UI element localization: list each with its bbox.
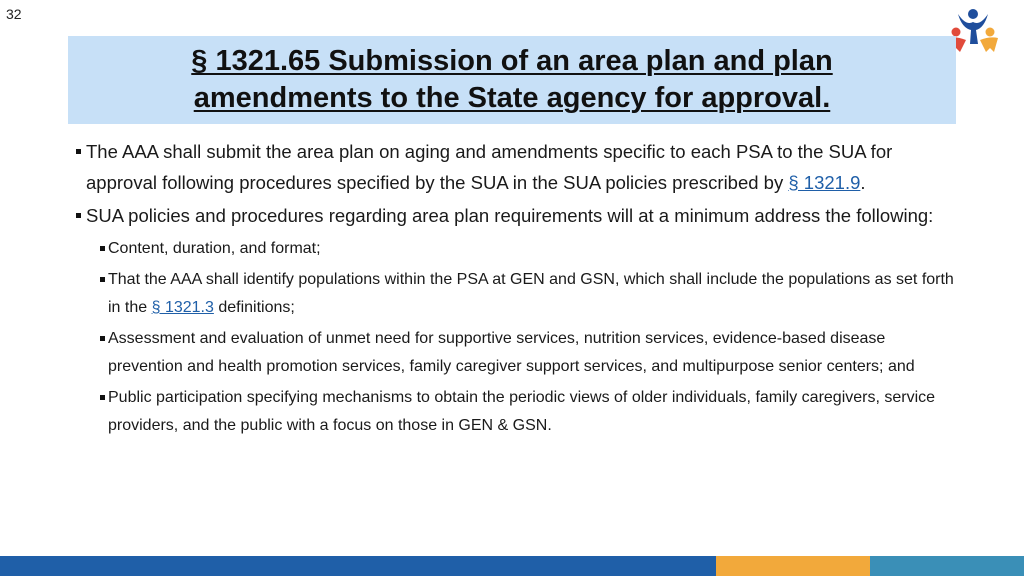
square-bullet-icon xyxy=(100,246,105,251)
sub-bullet-assessment xyxy=(78,325,958,380)
bullet-submission xyxy=(78,137,958,198)
square-bullet-icon xyxy=(76,213,81,218)
title-banner xyxy=(68,36,956,124)
bullet-submission-end: . xyxy=(860,171,866,193)
square-bullet-icon xyxy=(100,336,105,341)
sub-bullet-content xyxy=(78,235,958,263)
slide-content xyxy=(78,137,958,443)
sub-bullet-public-participation-text: Public participation specifying mechanisms to obtain the periodic views of older individuals, family caregivers, service providers, and the public with a focus on those in GEN & GSN. xyxy=(108,389,936,434)
sub-bullet-public-participation xyxy=(78,384,958,439)
sub-bullet-assessment-text: Assessment and evaluation of unmet need for supportive services, nutrition services, evidence-based disease prevention and health promotion services, family caregiver support services, and multipurpose senior centers; and xyxy=(108,330,915,375)
footer-segment-teal xyxy=(870,556,1024,576)
square-bullet-icon xyxy=(100,277,105,282)
square-bullet-icon xyxy=(100,395,105,400)
slide-title-line-1: § 1321.65 Submission of an area plan and plan xyxy=(191,45,833,77)
footer-segment-blue xyxy=(0,556,716,576)
link-1321-9[interactable]: § 1321.9 xyxy=(788,171,861,193)
square-bullet-icon xyxy=(76,149,81,154)
page-number: 32 xyxy=(6,6,22,22)
footer-color-bar xyxy=(0,556,1024,576)
sub-bullet-populations xyxy=(78,266,958,321)
sub-bullet-content-text: Content, duration, and format; xyxy=(108,239,321,257)
bullet-submission-text: The AAA shall submit the area plan on aging and amendments specific to each PSA to the SUA for approval following procedures specified by the SUA in the SUA policies prescribed by xyxy=(86,141,893,193)
slide-title-line-2: amendments to the State agency for approval. xyxy=(193,82,831,114)
sub-bullet-populations-text: That the AAA shall identify populations within the PSA at GEN and GSN, which shall include the populations as set forth in the xyxy=(108,271,954,316)
link-1321-3[interactable]: § 1321.3 xyxy=(151,298,214,316)
footer-segment-orange xyxy=(716,556,870,576)
bullet-sua-policies xyxy=(78,201,958,232)
sub-bullet-populations-end: definitions; xyxy=(213,298,295,316)
bullet-sua-policies-text: SUA policies and procedures regarding area plan requirements will at a minimum address the following: xyxy=(86,205,934,226)
